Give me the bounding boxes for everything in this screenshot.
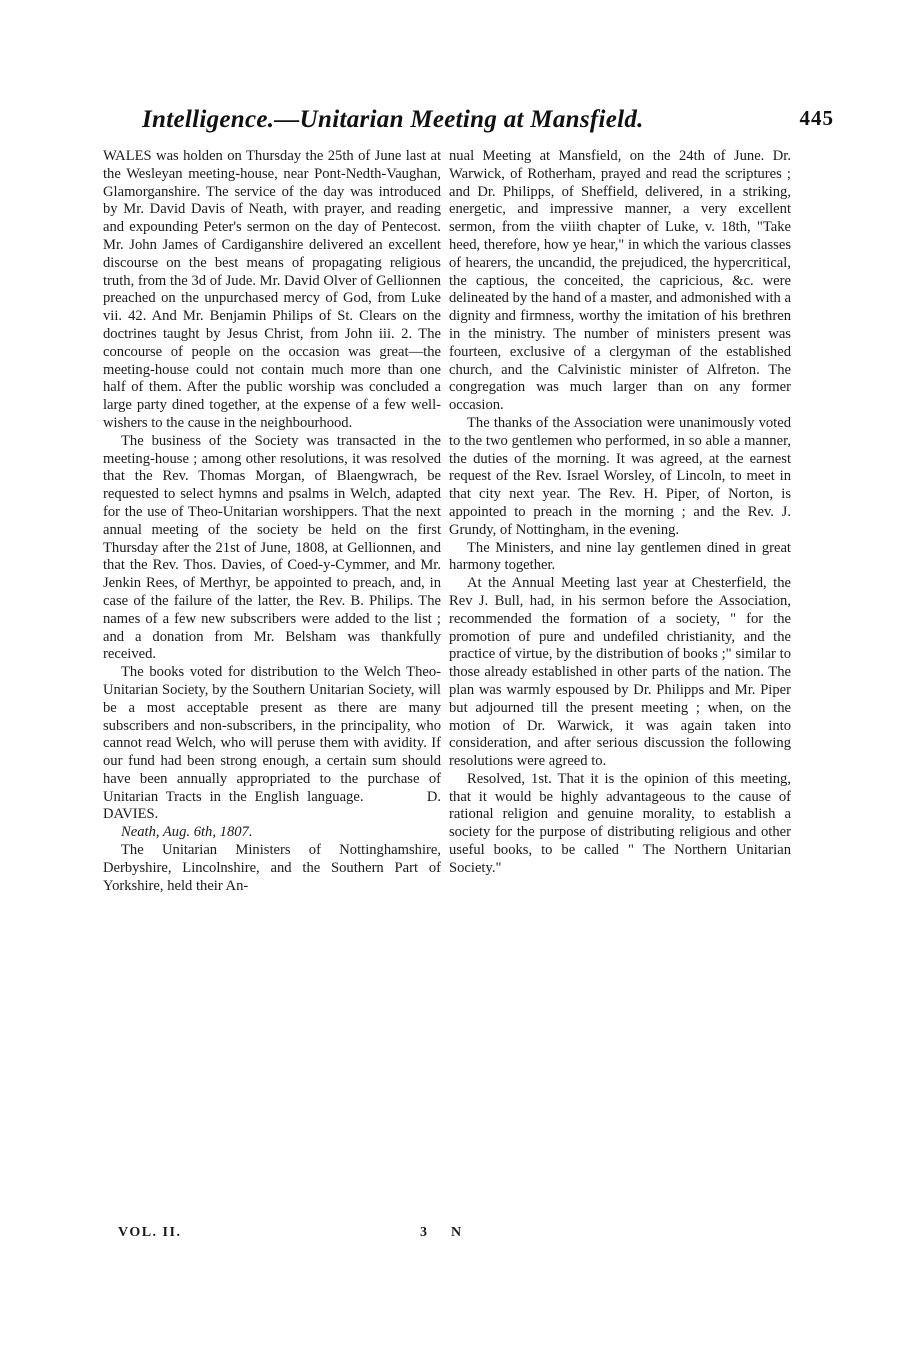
paragraph: Resolved, 1st. That it is the opinion of this meeting, that it would be highly advantageous to the cause of rational religion and genuine morality, to establish a society for the purpose of distributing religious and other useful books, to be called " The Northern Unitarian Society.": [449, 770, 791, 876]
left-column: [103, 148, 441, 895]
dateline: Neath, Aug. 6th, 1807.: [121, 824, 253, 841]
volume-number: VOL. II.: [118, 1225, 182, 1240]
paragraph: nual Meeting at Mansfield, on the 24th of June. Dr. Warwick, of Rotherham, prayed and read the scriptures ; and Dr. Philipps, of Sheffield, delivered, in a striking, energetic, and impressive manner, a very excellent sermon, from the viiith chapter of Luke, v. 18th, "Take heed, therefore, how ye hear," in which the various classes of hearers, the uncandid, the prejudiced, the hypercritical, the captious, the conceited, the capricious, &c. were delineated by the hand of a master, and admonished with a dignity and firmness, worthy the imitation of his brethren in the ministry. The number of ministers present was fourteen, exclusive of a clergyman of the established church, and the Calvinistic minister of Alfreton. The congregation was much larger than on any former occasion.: [449, 148, 791, 414]
paragraph-text: The books voted for distribution to the Welch Theo-Unitarian Society, by the Southern Unitarian Society, will be a most acceptable present as there are many subscribers and non-subscribers, in the principality, who cannot read Welch, who will peruse them with avidity. If our fund had been strong enough, a certain sum should have been annually appropriated to the purchase of Unitarian Tracts in the English language.: [103, 664, 441, 805]
catchword: N: [451, 1225, 463, 1240]
paragraph: At the Annual Meeting last year at Chesterfield, the Rev J. Bull, had, in his sermon before the Association, recommended the formation of a society, " for the promotion of pure and undefiled christianity, and the practice of virtue, by the distribution of books ;" similar to those already established in other parts of the nation. The plan was warmly espoused by Dr. Philipps and Mr. Piper but adjourned till the present meeting ; when, on the motion of Dr. Warwick, it was again taken into consideration, and after serious discussion the following resolutions were agreed to.: [449, 575, 791, 770]
paragraph: WALES was holden on Thursday the 25th of June last at the Wesleyan meeting-house, near Pont-Nedth-Vaughan, Glamorganshire. The service of the day was introduced by Mr. David Davis of Neath, with prayer, and reading and expounding Peter's sermon on the day of Pentecost. Mr. John James of Cardiganshire delivered an excellent discourse on the best means of propagating religious truth, from the 3d of Jude. Mr. David Olver of Gellionnen preached on the unpurchased mercy of God, from Luke vii. 42. And Mr. Benjamin Philips of St. Clears on the doctrines taught by Jesus Christ, from John iii. 2. The concourse of people on the occasion was great—the meeting-house could not contain much more than one half of them. After the public worship was concluded a large party dined together, at the expense of a few well-wishers to the cause in the neighbourhood.: [103, 148, 441, 431]
running-head: [142, 106, 834, 134]
paragraph: The thanks of the Association were unanimously voted to the two gentlemen who performed, in so able a manner, the duties of the morning. It was agreed, at the earnest request of the Rev. Israel Worsley, of Lincoln, to meet in that city next year. The Rev. H. Piper, of Norton, is appointed to preach in the morning ; and the Rev. J. Grundy, of Nottingham, in the evening.: [449, 414, 791, 538]
signature-mark: 3: [420, 1225, 429, 1240]
running-head-title: Intelligence.—Unitarian Meeting at Mansfield.: [142, 106, 644, 133]
paragraph: The Unitarian Ministers of Nottinghamshire, Derbyshire, Lincolnshire, and the Southern Part of Yorkshire, held their An-: [103, 842, 441, 894]
right-column: [449, 148, 791, 878]
signature: D. DAVIES.: [103, 788, 442, 823]
paragraph: The business of the Society was transacted in the meeting-house ; among other resolutions, it was resolved that the Rev. Thomas Morgan, of Blaengwrach, be requested to select hymns and psalms in Welch, adapted for the use of Theo-Unitarian worshippers. That the next annual meeting of the society be held on the first Thursday after the 21st of June, 1808, at Gellionnen, and that the Rev. Thos. Davies, of Coed-y-Cymmer, and Mr. Jenkin Rees, of Merthyr, be appointed to preach, and, in case of the failure of the latter, the Rev. B. Philips. The names of a few new subscribers were added to the list ; and a donation from Mr. Belsham was thankfully received.: [103, 432, 441, 663]
page-number: 445: [799, 106, 834, 130]
paragraph: [103, 664, 441, 824]
paragraph: The Ministers, and nine lay gentlemen dined in great harmony together.: [449, 539, 791, 574]
